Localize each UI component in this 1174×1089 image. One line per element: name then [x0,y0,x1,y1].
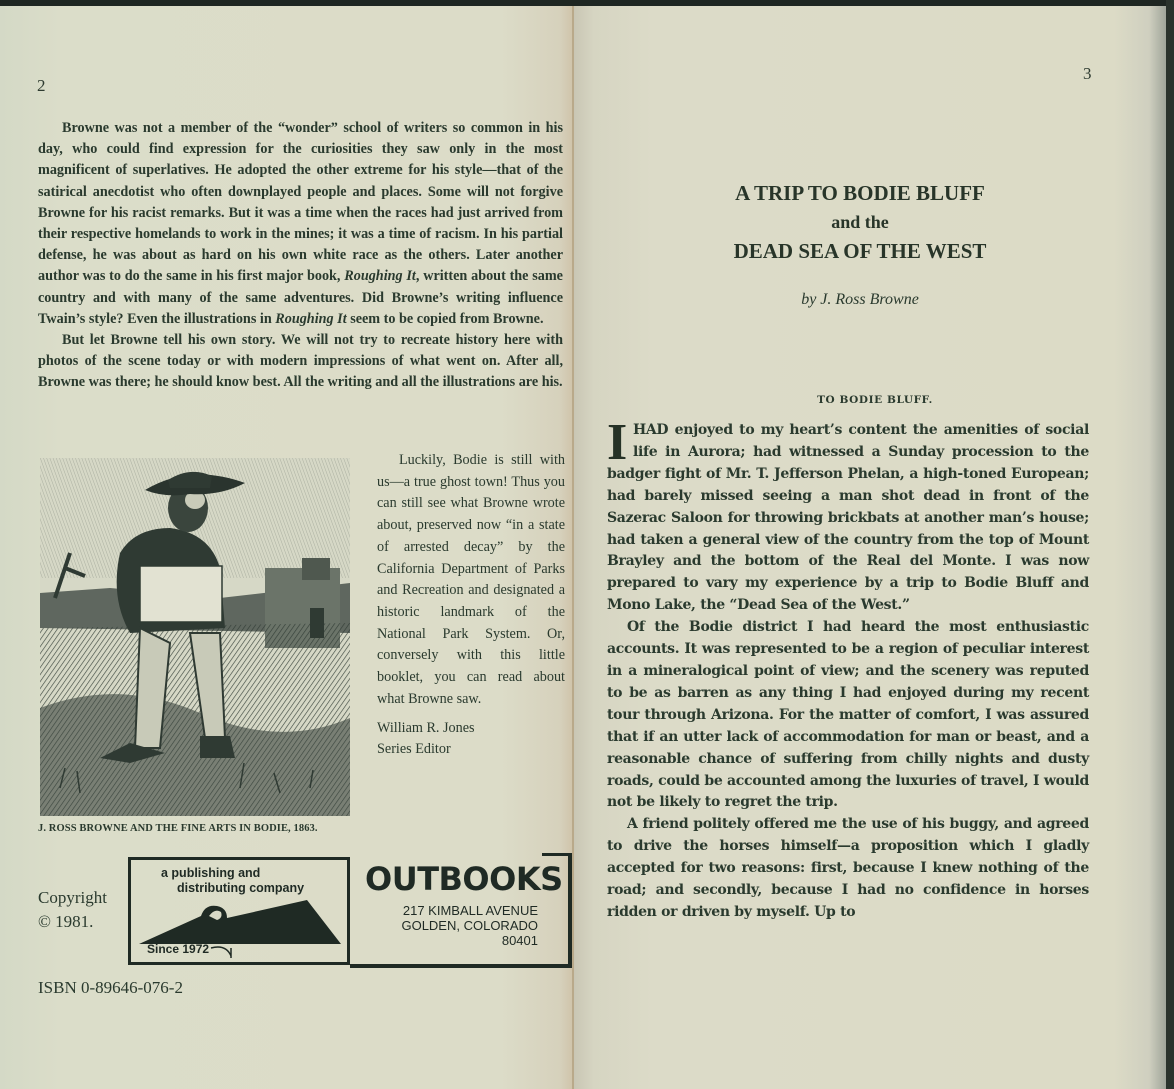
book-edge [1166,0,1174,1089]
book-title-roughing-it: Roughing It [344,268,416,285]
page-number-right: 3 [1083,64,1092,83]
publisher-logo-box [128,857,350,965]
editor-signoff [377,718,565,760]
title-line-1: A TRIP TO BODIE BLUFF [735,181,985,205]
intro-paragraph-2: But let Browne tell his own story. We will not try to recreate history here with photos of the scene today or with modern impressions of what went on. After all, Browne was there; he should know best. All the writing and all the illustrations are his. [38,332,563,391]
story-paragraph-2: Of the Bodie district I had heard the most enthusiastic accounts. It was represented to be a region of peculiar interest in a mineralogical point of view; and the scenery was reputed to be as barren as any thing I had enjoyed during my recent tour through Arizona. For the matter of comfort, I was assured that if an utter lack of accommodation for man or beast, and a reasonable chance of suffering from chilly nights and dusty roads, could be accounted among the luxuries of travel, I would not be likely to regret the trip. [607,619,1089,811]
isbn: ISBN 0-89646-076-2 [38,978,183,997]
editor-note [377,450,565,760]
page-number-left: 2 [37,76,46,95]
copyright-label: Copyright [38,888,107,907]
intro-text [38,118,563,394]
section-heading: TO BODIE BLUFF. [817,394,933,406]
illustration-caption: J. ROSS BROWNE AND THE FINE ARTS IN BODIE, 1863. [38,823,318,834]
engraving-image [40,458,350,816]
author-byline: by J. Ross Browne [801,291,919,308]
publisher-address: 217 KIMBALL AVENUE GOLDEN, COLORADO 80401 [401,903,538,948]
editor-name: William R. Jones [377,720,475,737]
drop-cap: I [607,414,627,471]
publisher-since: Since 1972 [147,942,210,956]
editor-title: Series Editor [377,741,451,758]
copyright-notice [38,886,107,934]
title-line-2: and the [831,212,889,232]
left-page [0,6,574,1089]
title-line-3: DEAD SEA OF THE WEST [733,239,987,263]
story-body [607,414,1089,924]
book-spread [0,6,1168,1089]
publisher-name: OUTBOOKS [365,860,563,898]
story-paragraph-3: A friend politely offered me the use of his buggy, and agreed to drive the horses himself—a proposition which I gladly accepted for two reasons: first, because I knew nothing of the road; and secondly, because I had no confidence in horses ridden or driven by myself. Up to [607,816,1089,920]
browne-sketching-illustration [40,458,350,816]
publisher-tagline: a publishing and distributing company [161,866,305,895]
story-title [660,178,1060,266]
book-title-roughing-it: Roughing It [275,310,347,327]
story-paragraph-1: IHAD enjoyed to my heart’s content the amenities of social life in Aurora; had witnessed a Sunday procession to the badger fight of Mr. T. Jefferson Phelan, a high-toned European; had barely missed seeing a man shot dead in front of the Sazerac Saloon for throwing brickbats at another man’s house; had taken a general view of the country from the top of Mount Brayley and the bottom of the Real del Monte. I was now prepared to vary my experience by a trip to Bodie Bluff and Mono Lake, the “Dead Sea of the West.” [607,414,1089,614]
intro-paragraph-1: Browne was not a member of the “wonder” school of writers so common in his day, who could find expression for the curiosities they saw only in the most magnificent of superlatives. He adopted the other extreme for his style—that of the satirical anecdotist who often downplayed people and places. Some will not forgive Browne for his racist remarks. But it was a time when the races had just arrived from their respective homelands to work in the mines; it was a time of racism. In his partial defense, he was about as hard on his own white race as the others. Later another author was to do the same in his first major book, Roughing It, written about the same country and with many of the same adventures. Did Browne’s writing influence Twain’s style? Even the illustrations in Roughing It seem to be copied from Browne. [38,120,563,327]
copyright-year: © 1981. [38,912,94,931]
editor-note-paragraph: Luckily, Bodie is still with us—a true ghost town! Thus you can still see what Browne wrote about, preserved now “in a state of arrested decay” by the California Department of Parks and Recreation and designated a historic landmark of the National Park System. Or, conversely with this little booklet, you can read about what Browne saw. [377,452,565,707]
